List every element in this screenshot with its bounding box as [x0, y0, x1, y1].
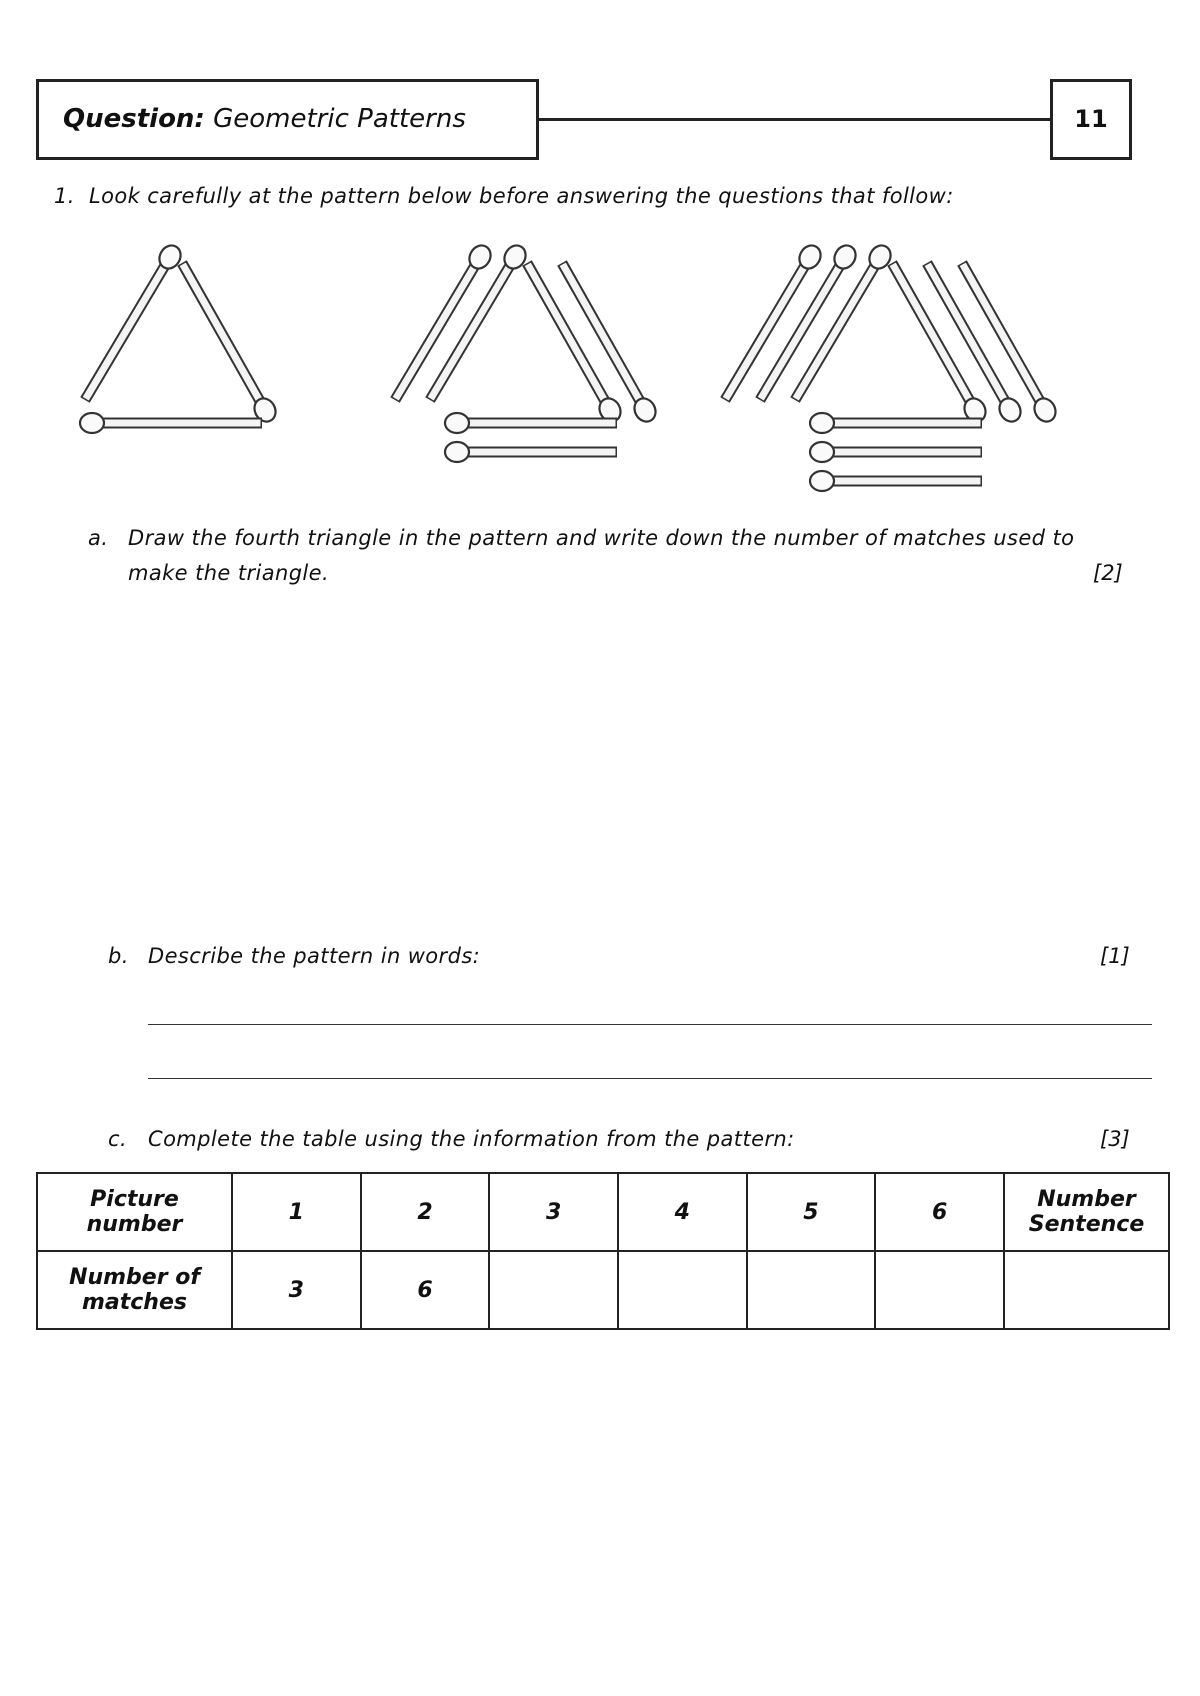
part-c-text: Complete the table using the information from the pattern:	[148, 1127, 795, 1151]
question-number: 11	[1074, 105, 1108, 133]
part-c-label: c.	[108, 1127, 128, 1151]
question-1-number: 1.	[54, 184, 75, 208]
part-b-label: b.	[108, 944, 129, 968]
answer-cell[interactable]	[618, 1251, 747, 1329]
answer-cell[interactable]	[489, 1251, 618, 1329]
table-cell: 2	[361, 1173, 490, 1251]
answer-line-1[interactable]	[148, 1024, 1152, 1025]
pattern-1-right-match	[182, 263, 280, 425]
question-number-box	[1050, 79, 1132, 160]
table-cell: 1	[232, 1173, 361, 1251]
question-label: Question:	[63, 104, 205, 134]
pattern-2-bottom-match	[445, 413, 617, 433]
part-a-marks: [2]	[1093, 561, 1123, 585]
part-b-text: Describe the pattern in words:	[148, 944, 481, 968]
answer-line-2[interactable]	[148, 1078, 1152, 1079]
pattern-1-bottom-match	[80, 413, 262, 433]
row-header-number-of-matches: Number of matches	[37, 1251, 232, 1329]
table-row	[37, 1173, 1169, 1251]
pattern-1-left-match	[85, 242, 185, 400]
pattern-3-bottom-match	[810, 442, 982, 462]
answer-cell[interactable]	[747, 1251, 876, 1329]
pattern-3-bottom-match	[810, 471, 982, 491]
question-1	[54, 184, 954, 208]
part-a-text-line1: Draw the fourth triangle in the pattern and write down the number of matches used to	[128, 526, 1075, 550]
table-cell: 3	[489, 1173, 618, 1251]
table-cell: 3	[232, 1251, 361, 1329]
table-row	[37, 1251, 1169, 1329]
pattern-2-bottom-match	[445, 442, 617, 462]
header-divider	[539, 118, 1050, 121]
pattern-table	[36, 1172, 1170, 1330]
column-header-number-sentence: Number Sentence	[1004, 1173, 1169, 1251]
part-b-marks: [1]	[1100, 944, 1130, 968]
question-title-text: Geometric Patterns	[213, 104, 466, 134]
part-a-text-line2: make the triangle.	[128, 561, 330, 585]
question-title	[63, 104, 466, 134]
answer-cell[interactable]	[875, 1251, 1004, 1329]
answer-cell-number-sentence[interactable]	[1004, 1251, 1169, 1329]
table-cell: 6	[875, 1173, 1004, 1251]
part-c-marks: [3]	[1100, 1127, 1130, 1151]
table-cell: 6	[361, 1251, 490, 1329]
table-cell: 5	[747, 1173, 876, 1251]
part-a-label: a.	[88, 526, 109, 550]
question-1-text: Look carefully at the pattern below before answering the questions that follow:	[89, 184, 954, 208]
matchstick-pattern	[0, 230, 1200, 510]
pattern-3-bottom-match	[810, 413, 982, 433]
row-header-picture-number: Picture number	[37, 1173, 232, 1251]
table-cell: 4	[618, 1173, 747, 1251]
question-title-box	[36, 79, 539, 160]
